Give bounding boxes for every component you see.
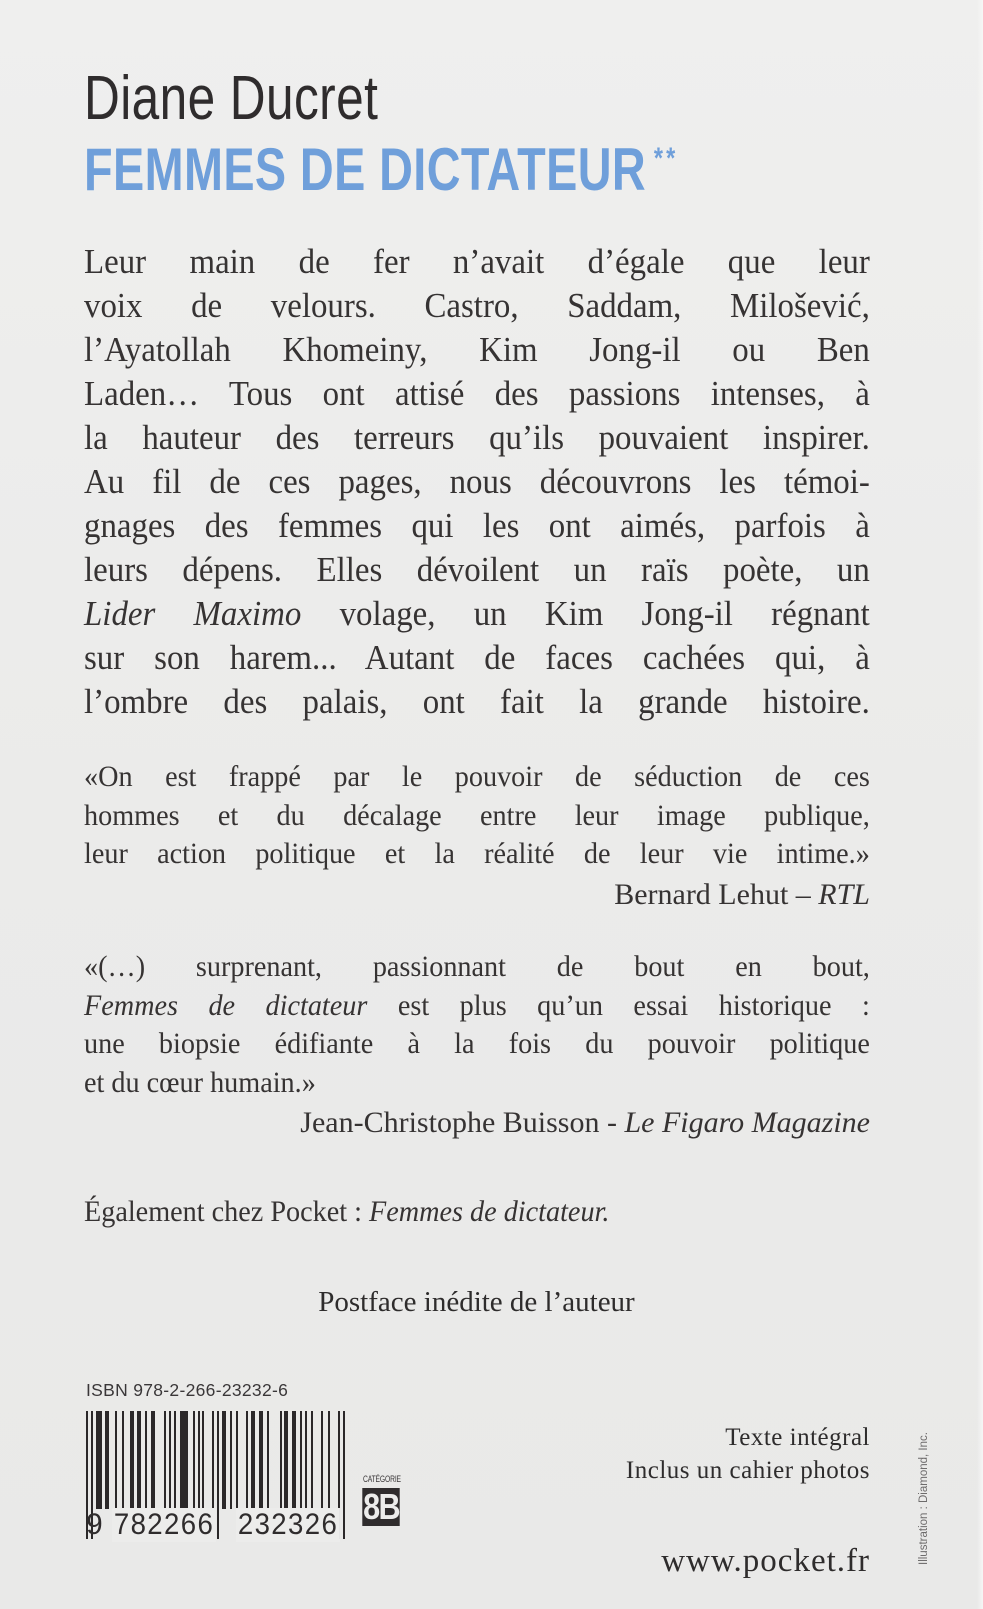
quote-line: «On est frappé par le pouvoir de séduction de ces — [84, 760, 870, 793]
book-title-text: FEMMES DE DICTATEUR — [84, 136, 647, 203]
cover-edge — [977, 0, 983, 1609]
author-name: Diane Ducret — [84, 64, 379, 133]
synopsis-line: Laden… Tous ont attisé des passions intenses, à — [84, 374, 870, 413]
quote-line: leur action politique et la réalité de leur vie intime.» — [84, 837, 870, 870]
quote-attribution — [84, 1104, 870, 1143]
synopsis-line: sur son harem... Autant de faces cachées qui, à — [84, 638, 870, 677]
also-available-prefix: Également chez Pocket : — [84, 1195, 370, 1228]
synopsis-line: l’Ayatollah Khomeiny, Kim Jong-il ou Ben — [84, 330, 870, 369]
quote-line: et du cœur humain.» — [84, 1065, 316, 1099]
category-label: CATÉGORIE — [363, 1474, 401, 1484]
quote-author: Jean-Christophe Buisson — [300, 1106, 600, 1139]
publisher-website: www.pocket.fr — [661, 1543, 870, 1579]
quote-author: Bernard Lehut — [614, 877, 789, 911]
synopsis-line-rest: volage, un Kim Jong-il régnant — [339, 594, 870, 633]
postface-text: Postface inédite de l’auteur — [318, 1286, 635, 1318]
quote-italic-title: Femmes de dictateur — [84, 988, 368, 1022]
quote-line: hommes et du décalage entre leur image publique, — [84, 798, 870, 832]
synopsis-line: l’ombre des palais, ont fait la grande histoire. — [84, 682, 870, 721]
synopsis-line: Au fil de ces pages, nous découvrons les témoi- — [84, 462, 870, 501]
barcode-group-2: 232326 — [237, 1508, 339, 1541]
barcode-group-1: 782266 — [113, 1508, 215, 1541]
category-code: 8B — [363, 1486, 399, 1527]
synopsis-line: la hauteur des terreurs qu’ils pouvaient inspirer. — [84, 418, 870, 457]
also-available — [84, 1193, 609, 1231]
press-quote — [84, 758, 870, 914]
volume-marker: ** — [653, 142, 679, 175]
synopsis-line: Leur main de fer n’avait d’égale que leur — [84, 242, 870, 281]
quote-separator: - — [599, 1106, 625, 1139]
edition-info-line-1: Texte intégral — [725, 1424, 870, 1451]
quote-line-mixed — [84, 987, 870, 1026]
edition-info-line-2: Inclus un cahier photos — [625, 1457, 870, 1484]
synopsis-line: voix de velours. Castro, Saddam, Milošević, — [84, 286, 870, 325]
quote-attribution — [84, 876, 870, 915]
synopsis — [84, 240, 870, 724]
quote-line-rest: est plus qu’un essai historique : — [397, 988, 870, 1022]
illustration-credit: Illustration : Diamond, Inc. — [918, 1432, 930, 1565]
quote-line: une biopsie édifiante à la fois du pouvoir politique — [84, 1027, 870, 1060]
quote-line: «(…) surprenant, passionnant de bout en bout, — [84, 950, 870, 983]
synopsis-line: leurs dépens. Elles dévoilent un raïs poète, un — [84, 550, 870, 589]
isbn-label: ISBN 978-2-266-23232-6 — [86, 1380, 289, 1400]
italic-phrase: Lider Maximo — [84, 594, 302, 633]
also-available-title: Femmes de dictateur. — [369, 1195, 610, 1228]
quote-source: Le Figaro Magazine — [624, 1106, 870, 1139]
synopsis-line: gnages des femmes qui les ont aimés, parfois à — [84, 506, 870, 545]
book-title — [84, 136, 679, 203]
synopsis-line-mixed — [84, 592, 870, 636]
edition-info — [626, 1421, 870, 1487]
quote-separator: – — [788, 877, 819, 911]
quote-source: RTL — [818, 877, 870, 911]
press-quote — [84, 948, 870, 1143]
category-badge — [357, 1474, 405, 1526]
postface-note — [0, 1283, 983, 1321]
barcode-lead-digit: 9 — [86, 1508, 103, 1541]
